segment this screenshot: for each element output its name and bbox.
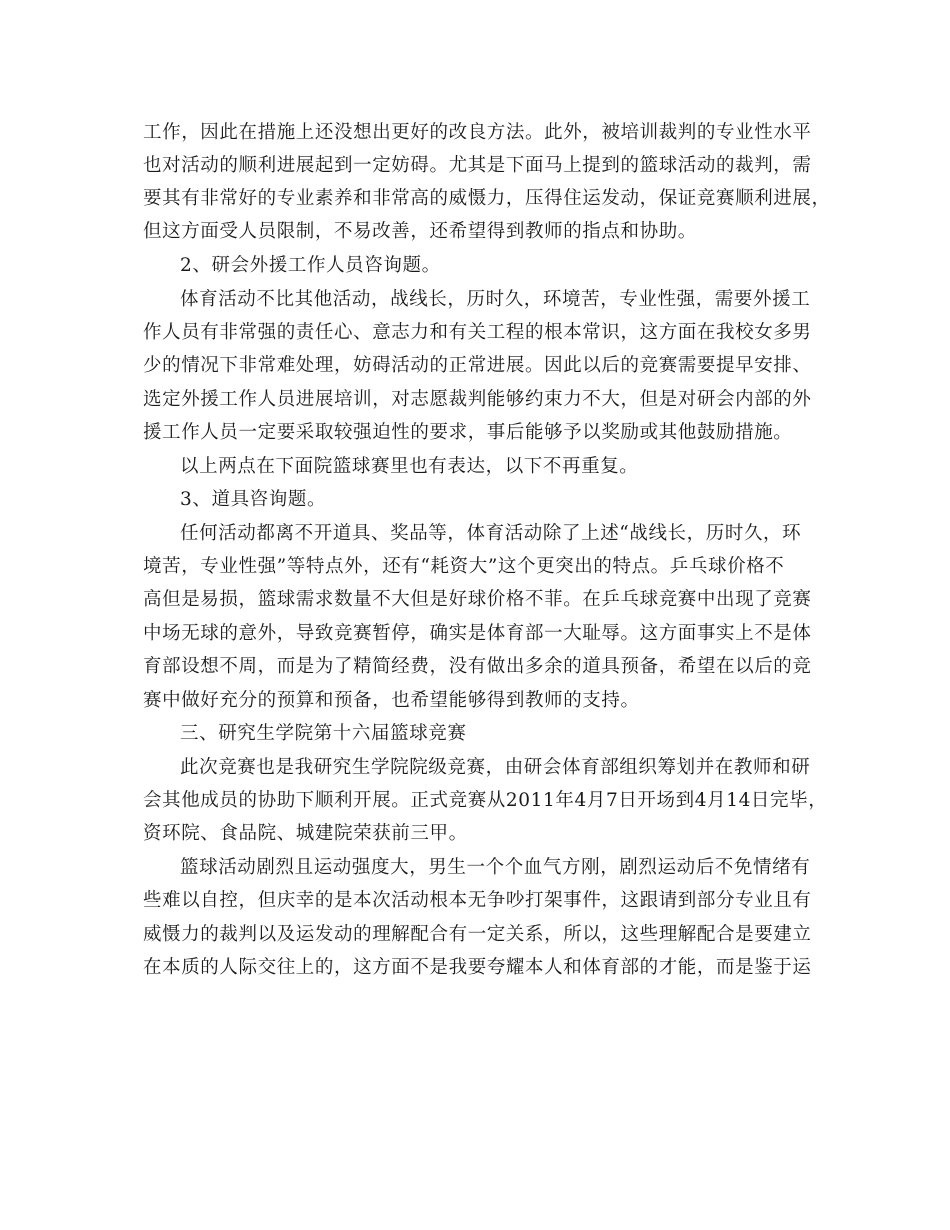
text-line: 少的情况下非常难处理，妨碍活动的正常进展。因此以后的竞赛需要提早安排、 — [143, 355, 812, 376]
text-line: 高但是易损，篮球需求数量不大但是好球价格不菲。在乒乓球竞赛中出现了竞赛 — [143, 589, 812, 610]
text-line: 任何活动都离不开道具、奖品等，体育活动除了上述“战线长，历时久，环 — [180, 523, 802, 544]
text-line: 境苦，专业性强”等特点外，还有“耗资大”这个更突出的特点。乒乓球价格不 — [143, 556, 785, 577]
text-line: 些难以自控，但庆幸的是本次活动根本无争吵打架事件，这跟请到部分专业且有 — [143, 890, 812, 911]
text-line: 但这方面受人员限制，不易改善，还希望得到教师的指点和协助。 — [143, 221, 697, 242]
text-line: 要其有非常好的专业素养和非常高的威慑力，压得住运发动，保证竞赛顺利进展， — [143, 188, 831, 209]
text-line: 赛中做好充分的预算和预备，也希望能够得到教师的支持。 — [143, 690, 640, 711]
text-line: 体育活动不比其他活动，战线长，历时久，环境苦，专业性强，需要外援工 — [180, 289, 811, 310]
section-heading: 3、道具咨询题。 — [180, 489, 327, 510]
text-line: 援工作人员一定要采取较强迫性的要求，事后能够予以奖励或其他鼓励措施。 — [143, 422, 793, 443]
text-line: 育部设想不周，而是为了精简经费，没有做出多余的道具预备，希望在以后的竞 — [143, 656, 812, 677]
text-line: 以上两点在下面院篮球赛里也有表达，以下不再重复。 — [180, 456, 639, 477]
text-line: 此次竞赛也是我研究生学院院级竞赛，由研会体育部组织筹划并在教师和研 — [180, 757, 811, 778]
text-line: 选定外援工作人员进展培训，对志愿裁判能够约束力不大，但是对研会内部的外 — [143, 389, 812, 410]
text-line: 工作，因此在措施上还没想出更好的改良方法。此外，被培训裁判的专业性水平 — [143, 122, 812, 143]
text-line: 篮球活动剧烈且运动强度大，男生一个个血气方刚，剧烈运动后不免情绪有 — [180, 857, 811, 878]
text-line: 威慑力的裁判以及运发动的理解配合有一定关系，所以，这些理解配合是要建立 — [143, 924, 812, 945]
section-heading: 三、研究生学院第十六届篮球竞赛 — [180, 723, 467, 744]
section-heading: 2、研会外援工作人员咨询题。 — [180, 255, 441, 276]
text-line: 作人员有非常强的责任心、意志力和有关工程的根本常识，这方面在我校女多男 — [143, 322, 812, 343]
text-line: 中场无球的意外，导致竞赛暂停，确实是体育部一大耻辱。这方面事实上不是体 — [143, 623, 812, 644]
text-line: 在本质的人际交往上的，这方面不是我要夸耀本人和体育部的才能，而是鉴于运 — [143, 957, 812, 978]
text-line: 资环院、食品院、城建院荣获前三甲。 — [143, 823, 468, 844]
text-line: 也对活动的顺利进展起到一定妨碍。尤其是下面马上提到的篮球活动的裁判，需 — [143, 155, 812, 176]
text-line: 会其他成员的协助下顺利开展。正式竞赛从2011年4月7日开场到4月14日完毕， — [143, 790, 828, 811]
